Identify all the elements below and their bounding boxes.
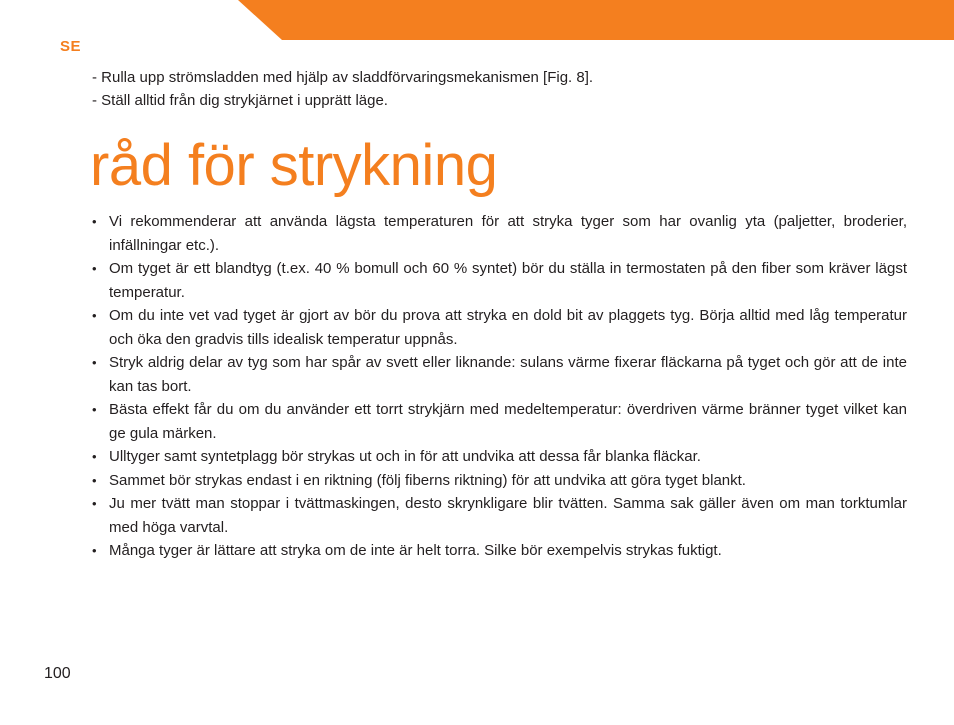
list-item: • Sammet bör strykas endast i en riktning (följ fiberns riktning) för att undvika att göra tyget blankt. xyxy=(92,469,907,493)
list-item: • Stryk aldrig delar av tyg som har spår av svett eller liknande: sulans värme fixerar fläckarna på tyget och gör att de inte kan tas bort. xyxy=(92,351,907,398)
list-item: • Många tyger är lättare att stryka om de inte är helt torra. Silke bör exempelvis strykas fuktigt. xyxy=(92,539,907,563)
list-item: • Ulltyger samt syntetplagg bör strykas ut och in för att undvika att dessa får blanka fläckar. xyxy=(92,445,907,469)
orange-header-band xyxy=(0,0,954,40)
page-number: 100 xyxy=(44,665,71,682)
list-item: • Om du inte vet vad tyget är gjort av bör du prova att stryka en dold bit av plaggets tyg. Börja alltid med låg temperatur och öka den gradvis tills idealisk temperatur uppnås. xyxy=(92,304,907,351)
intro-instructions xyxy=(92,66,912,112)
ironing-tips-list xyxy=(92,210,907,563)
list-item: • Bästa effekt får du om du använder ett torrt strykjärn med medeltemperatur: överdriven värme bränner tyget vilket kan ge gula märken. xyxy=(92,398,907,445)
intro-line: - Ställ alltid från dig strykjärnet i upprätt läge. xyxy=(92,92,388,109)
section-title: råd för strykning xyxy=(90,133,498,198)
intro-line: - Rulla upp strömsladden med hjälp av sladdförvaringsmekanismen [Fig. 8]. xyxy=(92,69,594,86)
list-item: • Vi rekommenderar att använda lägsta temperaturen för att stryka tyger som har ovanlig yta (paljetter, broderier, infällningar etc.). xyxy=(92,210,907,257)
list-item: • Om tyget är ett blandtyg (t.ex. 40 % bomull och 60 % syntet) bör du ställa in termostaten på den fiber som kräver lägst temperatur. xyxy=(92,257,907,304)
list-item: • Ju mer tvätt man stoppar i tvättmaskingen, desto skrynkligare blir tvätten. Samma sak gäller även om man torktumlar med höga varvtal. xyxy=(92,492,907,539)
language-tag: SE xyxy=(60,38,82,55)
